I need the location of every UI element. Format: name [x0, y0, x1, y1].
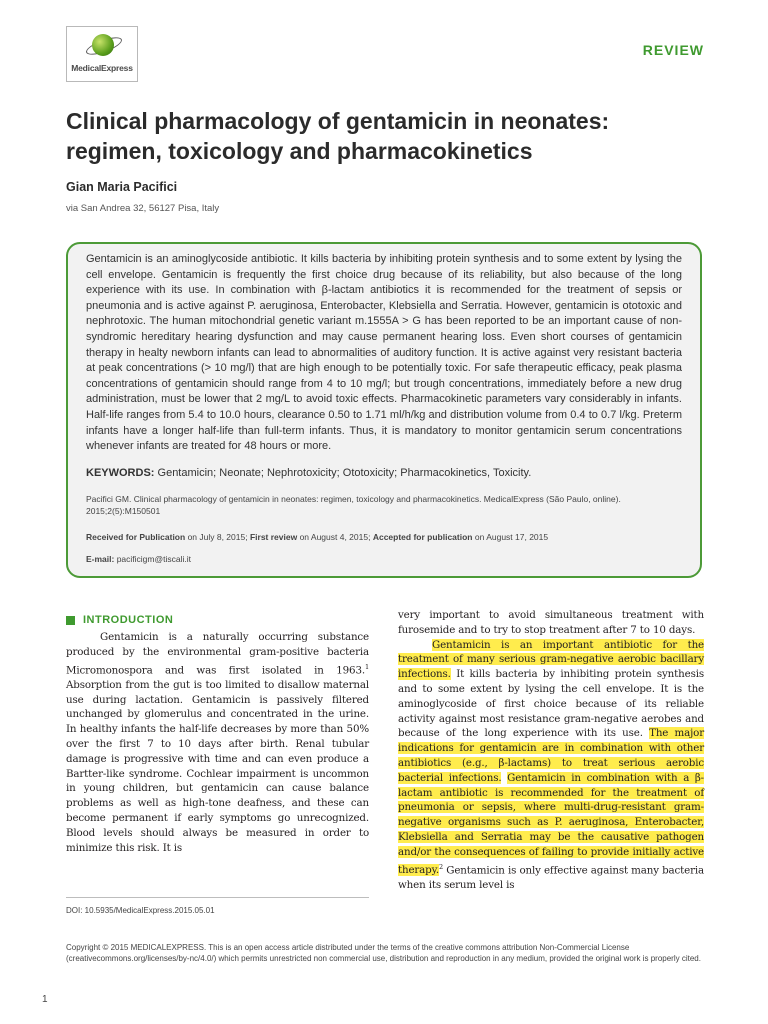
doi-divider — [66, 897, 369, 898]
received-date: on July 8, 2015; — [185, 531, 250, 542]
copyright-notice: Copyright © 2015 MEDICALEXPRESS. This is an open access article distributed under the terms of the creative commons attribution Non-Commercial License (creativecommons.org/licenses/by-nc/4.0/) which permits unrestricted non commercial use, distribution and reproduction in any medium, provided the original work is properly cited. — [66, 943, 701, 964]
intro-paragraph-1 — [66, 630, 369, 855]
author-email — [86, 554, 682, 564]
reference-2[interactable]: 2 — [439, 862, 444, 871]
review-label: First review — [249, 531, 298, 542]
accepted-date: on August 17, 2015 — [472, 531, 549, 542]
section-label: REVIEW — [642, 42, 704, 58]
doi[interactable]: DOI: 10.5935/MedicalExpress.2015.05.01 — [66, 906, 215, 915]
received-label: Received for Publication — [86, 531, 186, 542]
highlighted-text-3: Gentamicin in combination with a β-lactam antibiotic is recommended for the treatment of pneumonia or sepsis, where multi-drug-resistant gram-negative organisms such as P. aeruginosa, Enterobacter, Klebsiella and Serratia may be the causative pathogen and/or the consequences of failing to provide initially active therapy. — [398, 771, 704, 876]
right-paragraph-1: very important to avoid simultaneous treatment with furosemide and to try to stop treatment after 7 to 10 days. — [398, 609, 704, 636]
accepted-label: Accepted for publication — [372, 531, 473, 542]
reference-1[interactable]: 1 — [365, 662, 369, 671]
highlighted-text-2: The major indications for gentamicin are in combination with other antibiotics (e.g., β-lactams) to treat serious aerobic bacterial infections. — [398, 727, 704, 784]
globe-icon — [92, 34, 114, 56]
right-p2-text: It kills bacteria by inhibiting protein synthesis and to some extent by lysing the cell envelope. It is the aminoglycoside of first choice because of its reliable activity against most resistance gram-negative aerobes and because of the long experience with its use. — [398, 668, 704, 740]
logo-text: MedicalExpress — [71, 63, 133, 73]
keywords-label: KEYWORDS: — [86, 466, 155, 479]
right-paragraph-2 — [398, 638, 704, 893]
introduction-heading-text: INTRODUCTION — [83, 614, 174, 626]
right-p2-end: Gentamicin is only effective against many bacteria when its serum level is — [398, 863, 704, 891]
highlighted-text-1: Gentamicin is an important antibiotic for the treatment of many serious gram-negative aerobic bacillary infections. — [398, 638, 704, 681]
body-column-right — [398, 608, 704, 893]
email-address[interactable]: pacificigm@tiscali.it — [114, 553, 191, 564]
intro-p1-text: Gentamicin is a naturally occurring substance produced by the environmental gram-positive bacteria Micromonospora and was first isolated in 1963. — [66, 631, 369, 677]
abstract-box — [66, 242, 702, 578]
square-bullet-icon — [66, 616, 75, 625]
body-column-left — [66, 630, 369, 855]
abstract-text: Gentamicin is an aminoglycoside antibiotic. It kills bacteria by inhibiting protein synthesis and to some extent by lysing the cell envelope. Gentamicin is frequently the first choice drug because of its reliability, but also because of the long experience with its use. In combination with β-lactam antibiotics it is recommended for the treatment of sepsis or pneumonia and is active against P. aeruginosa, Enterobacter, Klebsiella and Serratia. However, gentamicin is ototoxic and nephrotoxic. The human mitochondrial genetic variant m.1555A > G has been reported to be an important cause of non-syndromic hereditary hearing dysfunction and may cause permanent hearing loss. Even short courses of gentamicin therapy in healty newborn infants can lead to abnormalities of auditory function. It is active against very resistant bacteria at peak concentrations (> 10 mg/l) that are high enough to be potentially toxic. For safe therapeutic efficacy, peak plasma concentrations of gentamicin should range from 4 to 10 mg/l; but trough concentrations, immediately before a new drug administration, must be lower that 2 mg/L to avoid toxic effects. Pharmacokinetic parameters vary considerably in infants. Half-life ranges from 5.4 to 10.0 hours, clearance 0.50 to 1.71 ml/h/kg and distribution volume from 0.4 to 0.7 l/kg. Preterm infants have a longer half-life than full-term infants. Thus, it is mandatory to monitor gentamicin serum concentrations whenever infants are treated for 48 hours or more. — [86, 253, 682, 453]
page-number: 1 — [42, 994, 48, 1005]
email-label: E-mail: — [86, 553, 115, 564]
citation: Pacifici GM. Clinical pharmacology of gentamicin in neonates: regimen, toxicology and pharmacokinetics. MedicalExpress (São Paulo, online). 2015;2(5):M150501 — [86, 493, 621, 517]
introduction-heading — [66, 614, 173, 626]
intro-p1-continued: Absorption from the gut is too limited to disallow maternal use during lactation. Gentamicin is passively filtered unchanged by glomerulus and concentrated in the urine. In healthy infants the half-life decreases by more than 50% over the first 7 to 10 days after birth. Renal tubular damage is progressive with time and can even produce a Bartter-like syndrome. Cochlear impairment is uncommon in young children, but gentamicin can cause balance problems as well as high-tone deafness, and these can become permanent if early symptoms go unrecognized. Blood levels should always be measured in order to minimize this risk. It is — [66, 678, 369, 854]
keywords-list: Gentamicin; Neonate; Nephrotoxicity; Ototoxicity; Pharmacokinetics, Toxicity. — [157, 466, 532, 479]
author-affiliation: via San Andrea 32, 56127 Pisa, Italy — [66, 203, 220, 214]
publication-dates — [86, 532, 682, 542]
keywords — [86, 467, 682, 479]
author-name: Gian Maria Pacifici — [66, 180, 178, 194]
article-title: Clinical pharmacology of gentamicin in neonates: regimen, toxicology and pharmacokinetics — [66, 108, 610, 164]
review-date: on August 4, 2015; — [297, 531, 373, 542]
